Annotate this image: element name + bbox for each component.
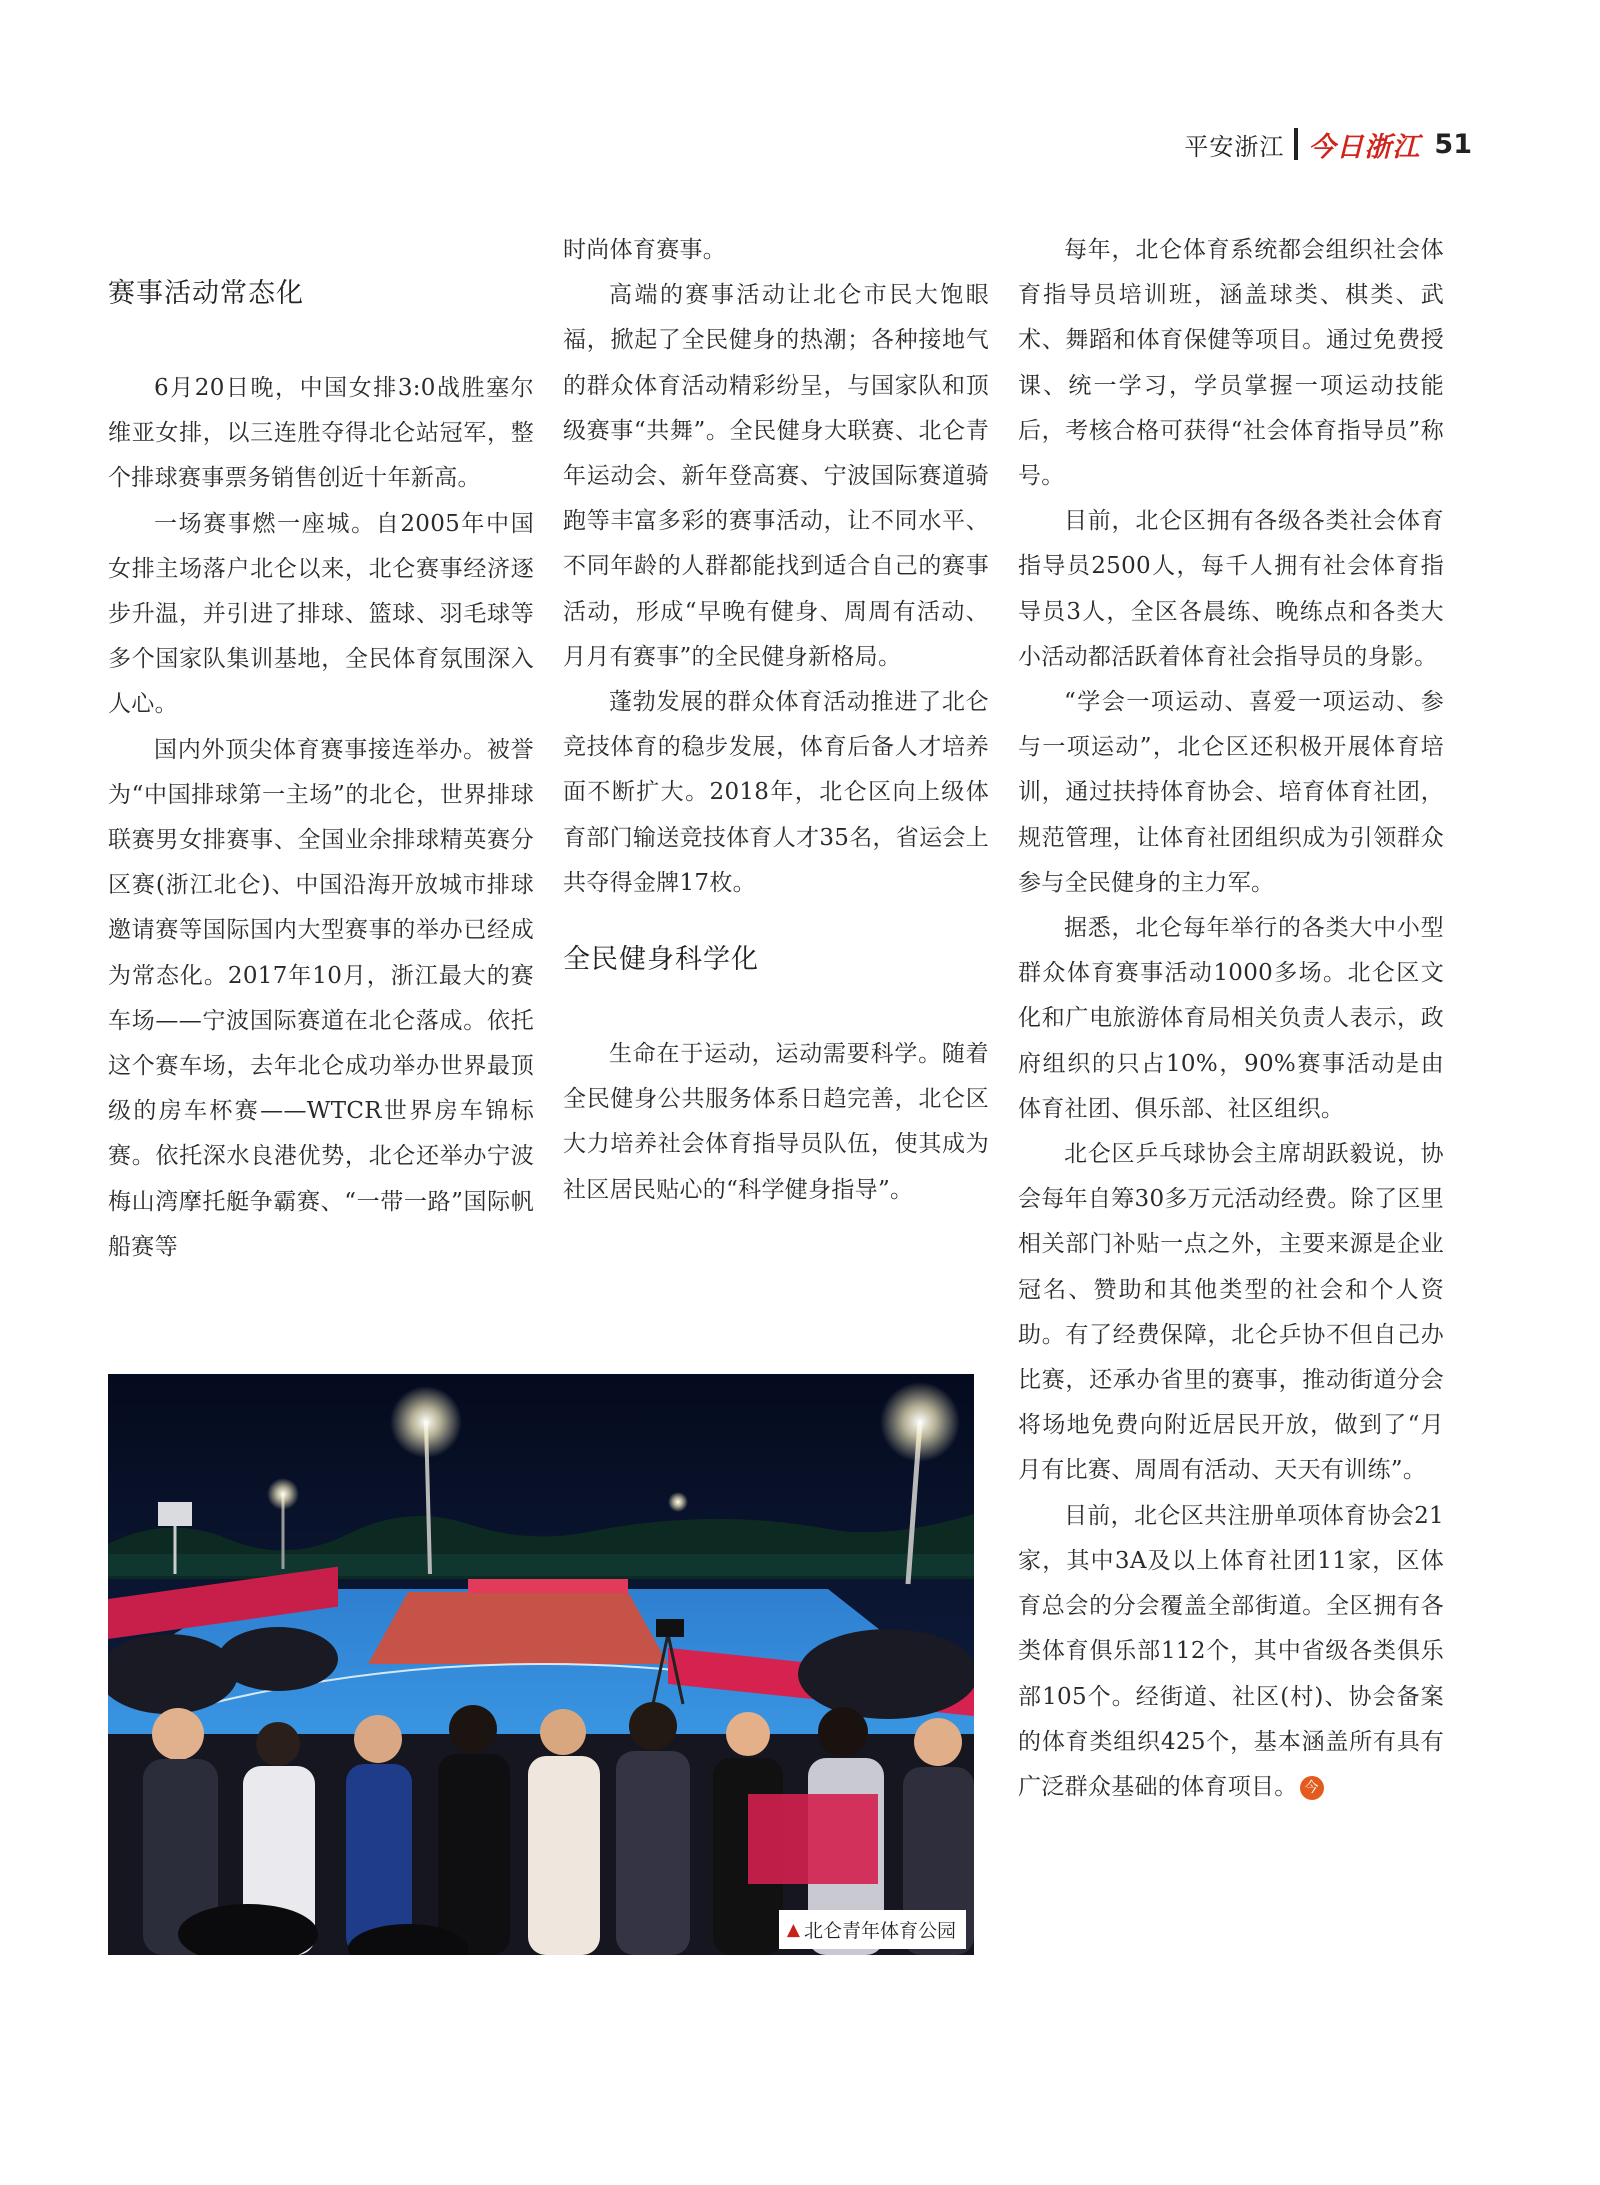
photo-basketball-court-night [108,1374,974,1955]
paragraph: 一场赛事燃一座城。自2005年中国女排主场落户北仑以来，北仑赛事经济逐步升温，并引进了排球、篮球、羽毛球等多个国家队集训基地，全民体育氛围深入人心。 [108,510,534,718]
paragraph: 6月20日晚，中国女排3:0战胜塞尔维亚女排，以三连胜夺得北仑站冠军，整个排球赛事票务销售创近十年新高。 [108,375,534,492]
header-divider [1294,128,1298,160]
section-heading-fitness: 全民健身科学化 [563,944,759,976]
column-2 [563,228,989,1213]
column-1 [108,272,534,1270]
page-header [1184,122,1472,166]
photo-caption [779,1910,966,1949]
page-number: 51 [1434,128,1472,160]
header-section-title: 平安浙江 [1184,132,1285,161]
end-mark-icon: 今 [1300,1776,1324,1800]
paragraph-last [1018,1494,1444,1810]
caption-triangle-icon: ▲ [786,1919,800,1940]
paragraph: 高端的赛事活动让北仑市民大饱眼福，掀起了全民健身的热潮；各种接地气的群众体育活动精彩纷呈，与国家队和顶级赛事“共舞”。全民健身大联赛、北仑青年运动会、新年登高赛、宁波国际赛道骑跑等丰富多彩的赛事活动，让不同水平、不同年龄的人群都能找到适合自己的赛事活动，形成“早晚有健身、周周有活动、月月有赛事”的全民健身新格局。 [563,282,989,670]
paragraph: 生命在于运动，运动需要科学。随着全民健身公共服务体系日趋完善，北仑区大力培养社会体育指导员队伍，使其成为社区居民贴心的“科学健身指导”。 [563,1041,989,1203]
paragraph: 蓬勃发展的群众体育活动推进了北仑竞技体育的稳步发展，体育后备人才培养面不断扩大。2018年，北仑区向上级体育部门输送竞技体育人才35名，省运会上共夺得金牌17枚。 [563,689,989,896]
paragraph: 目前，北仑区拥有各级各类社会体育指导员2500人，每千人拥有社会体育指导员3人，全区各晨练、晚练点和各类大小活动都活跃着体育社会指导员的身影。 [1018,508,1444,670]
column-3 [1018,228,1444,1810]
magazine-logo: 今日浙江 [1308,131,1421,163]
paragraph: 北仑区乒乓球协会主席胡跃毅说，协会每年自筹30多万元活动经费。除了区里相关部门补贴一点之外，主要来源是企业冠名、赞助和其他类型的社会和个人资助。有了经费保障，北仑乒协不但自己办比赛，还承办省里的赛事，推动街道分会将场地免费向附近居民开放，做到了“月月有比赛、周周有活动、天天有训练”。 [1018,1141,1444,1484]
section-heading-events: 赛事活动常态化 [108,278,304,309]
paragraph: 据悉，北仑每年举行的各类大中小型群众体育赛事活动1000多场。北仑区文化和广电旅游体育局相关负责人表示，政府组织的只占10%，90%赛事活动是由体育社团、俱乐部、社区组织。 [1018,915,1444,1122]
paragraph-continuation: 时尚体育赛事。 [563,237,727,263]
paragraph: 国内外顶尖体育赛事接连举办。被誉为“中国排球第一主场”的北仑，世界排球联赛男女排赛事、全国业余排球精英赛分区赛(浙江北仑)、中国沿海开放城市排球邀请赛等国际国内大型赛事的举办已经成为常态化。2017年10月，浙江最大的赛车场——宁波国际赛道在北仑落成。依托这个赛车场，去年北仑成功举办世界最顶级的房车杯赛——WTCR世界房车锦标赛。依托深水良港优势，北仑还举办宁波梅山湾摩托艇争霸赛、“一带一路”国际帆船赛等 [108,736,534,1260]
paragraph-last-text: 目前，北仑区共注册单项体育协会21家，其中3A及以上体育社团11家，区体育总会的分会覆盖全部街道。全区拥有各类体育俱乐部112个，其中省级各类俱乐部105个。经街道、社区(村)、协会备案的体育类组织425个，基本涵盖所有具有广泛群众基础的体育项目。 [1018,1502,1444,1800]
paragraph: 每年，北仑体育系统都会组织社会体育指导员培训班，涵盖球类、棋类、武术、舞蹈和体育保健等项目。通过免费授课、统一学习，学员掌握一项运动技能后，考核合格可获得“社会体育指导员”称号。 [1018,237,1444,490]
photo-illustration [108,1374,974,1955]
photo-caption-text: 北仑青年体育公园 [803,1920,956,1942]
paragraph: “学会一项运动、喜爱一项运动、参与一项运动”，北仑区还积极开展体育培训，通过扶持体育协会、培育体育社团，规范管理，让体育社团组织成为引领群众参与全民健身的主力军。 [1018,689,1444,896]
